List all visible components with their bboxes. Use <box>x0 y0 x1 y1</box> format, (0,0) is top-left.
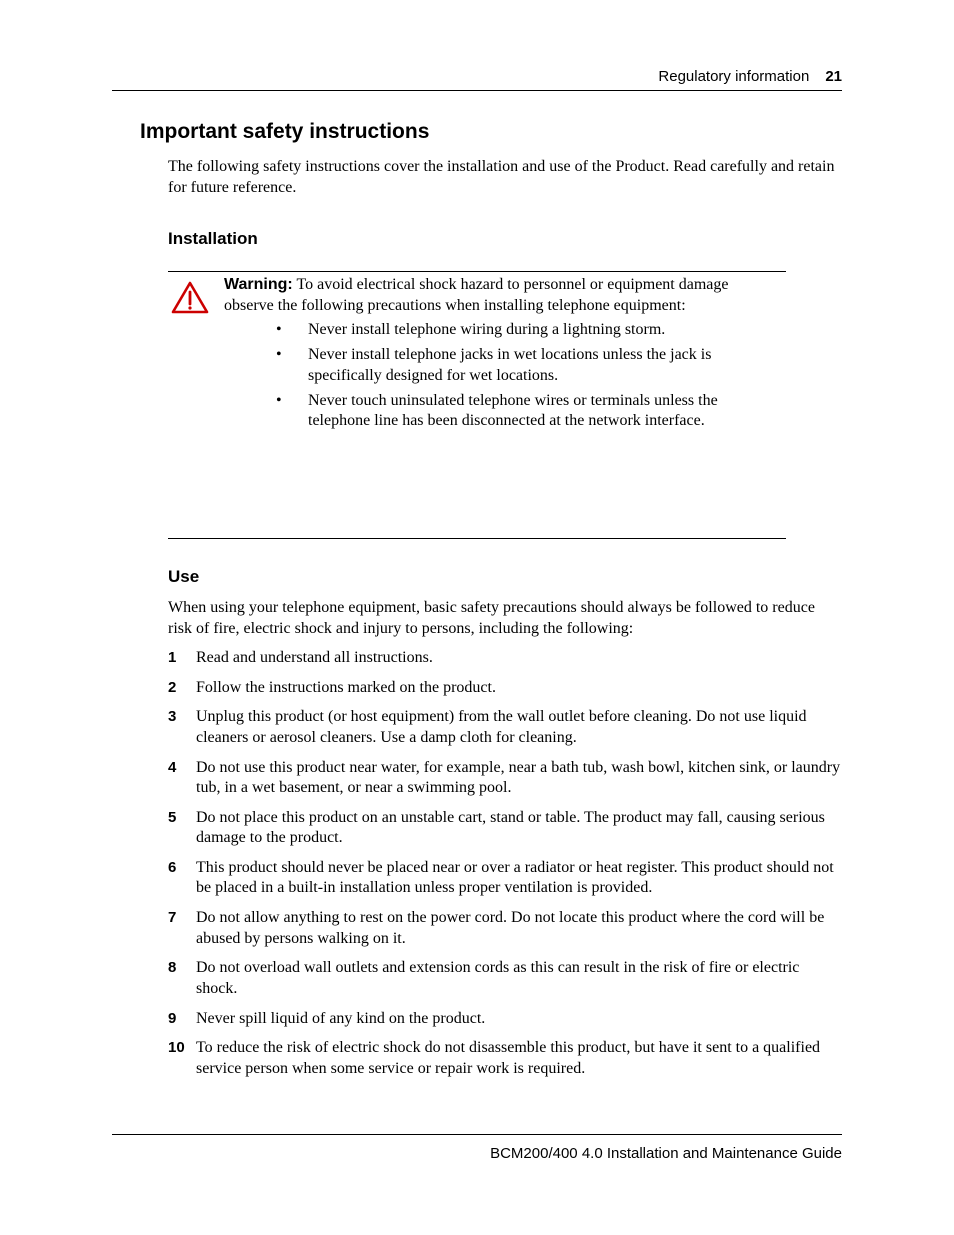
page-header <box>112 68 842 91</box>
step-text: Do not place this product on an unstable cart, stand or table. The product may fall, causing serious damage to the product. <box>196 808 825 847</box>
step-number: 10 <box>168 1039 185 1057</box>
list-item <box>276 320 746 341</box>
warning-text <box>224 275 780 316</box>
use-heading: Use <box>168 567 200 586</box>
use-intro-paragraph: When using your telephone equipment, basic safety precautions should always be followed to reduce risk of fire, electric shock and injury to persons, including the following: <box>168 599 815 637</box>
step-number: 1 <box>168 649 177 666</box>
intro-paragraph: The following safety instructions cover the installation and use of the Product. Read carefully and retain for future reference. <box>168 158 835 196</box>
step-text: Follow the instructions marked on the product. <box>196 678 496 696</box>
page-title: Important safety instructions <box>140 120 430 143</box>
list-item <box>168 758 842 799</box>
step-number: 7 <box>168 909 177 927</box>
list-item <box>168 1009 842 1030</box>
list-item <box>276 345 746 386</box>
list-item <box>276 391 746 432</box>
bullet: • <box>276 346 282 363</box>
warning-label: Warning: <box>224 276 293 293</box>
page-number: 21 <box>825 68 842 85</box>
bullet: • <box>276 321 282 338</box>
bullet: • <box>276 391 282 409</box>
list-item-text: Never install telephone wiring during a lightning storm. <box>308 321 666 338</box>
step-number: 8 <box>168 959 177 977</box>
warning-precautions-list <box>276 320 746 436</box>
warning-box <box>168 271 786 539</box>
warning-body: To avoid electrical shock hazard to personnel or equipment damage observe the following precautions when installing telephone equipment: <box>224 276 729 314</box>
step-text: Do not allow anything to rest on the power cord. Do not locate this product where the cord will be abused by persons walking on it. <box>196 909 825 947</box>
step-text: Do not use this product near water, for example, near a bath tub, wash bowl, kitchen sink, or laundry tub, in a wet basement, or near a swimming pool. <box>196 758 841 797</box>
list-item-text: Never install telephone jacks in wet locations unless the jack is specifically designed for wet locations. <box>308 346 712 384</box>
list-item-text: Never touch uninsulated telephone wires or terminals unless the telephone line has been disconnected at the network interface. <box>308 391 718 429</box>
warning-triangle-icon <box>171 281 209 315</box>
header-section-title: Regulatory information <box>658 68 810 85</box>
list-item <box>168 958 842 999</box>
page-footer <box>112 1134 842 1162</box>
step-number: 5 <box>168 808 177 826</box>
step-number: 3 <box>168 708 177 726</box>
step-text: Do not overload wall outlets and extension cords as this can result in the risk of fire or electric shock. <box>196 959 800 997</box>
header-right <box>658 68 842 85</box>
step-number: 4 <box>168 758 177 776</box>
step-number: 2 <box>168 678 177 696</box>
list-item <box>168 908 842 949</box>
step-text: This product should never be placed near or over a radiator or heat register. This product should not be placed in a built-in installation unless proper ventilation is provided. <box>196 858 834 897</box>
step-number: 9 <box>168 1009 177 1027</box>
step-text: Never spill liquid of any kind on the product. <box>196 1009 486 1027</box>
step-number: 6 <box>168 858 177 876</box>
list-item <box>168 858 842 899</box>
list-item <box>168 1038 842 1079</box>
list-item <box>168 808 842 849</box>
installation-heading: Installation <box>168 229 258 248</box>
list-item <box>168 707 842 748</box>
step-text: Read and understand all instructions. <box>196 649 433 666</box>
document-title: BCM200/400 4.0 Installation and Maintenance Guide <box>490 1145 842 1162</box>
step-text: To reduce the risk of electric shock do not disassemble this product, but have it sent to a qualified service person when some service or repair work is required. <box>196 1039 821 1077</box>
list-item <box>168 648 842 669</box>
step-text: Unplug this product (or host equipment) from the wall outlet before cleaning. Do not use liquid cleaners or aerosol cleaners. Use a damp cloth for cleaning. <box>196 708 807 746</box>
list-item <box>168 678 842 699</box>
safety-steps-list <box>168 648 842 1088</box>
